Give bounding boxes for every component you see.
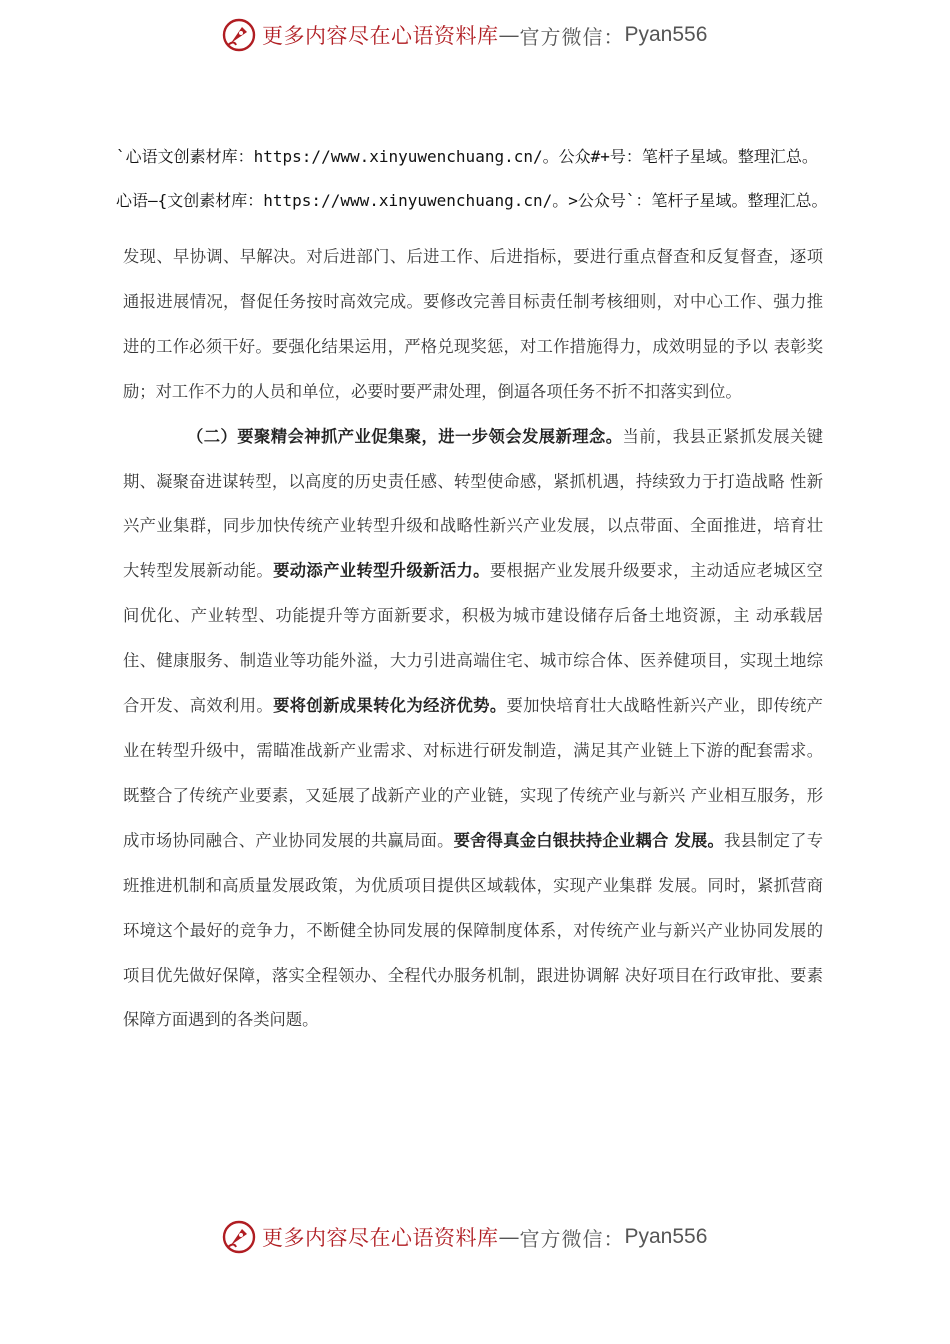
bold-point: 要将创新成果转化为经济优势。 (273, 696, 507, 716)
banner-content (222, 15, 707, 55)
paragraph-2 (123, 415, 823, 1044)
document-body (123, 235, 823, 1043)
paragraph-1: 发现、早协调、早解决。对后进部门、后进工作、后进指标，要进行重点督查和反复督查，逐项通报进展情况，督促任务按时高效完成。要修改完善目标责任制考核细则，对中心工作、强力推进的工作必须干好。要强化结果运用，严格兑现奖惩，对工作措施得力，成效明显的予以 表彰奖励；对工作不力的人员和单位，必要时要严肃处理，倒逼各项任务不折不扣落实到位。 (123, 247, 823, 401)
banner-separator: — (498, 23, 520, 47)
banner-wechat-id: Pyan556 (624, 1225, 708, 1248)
banner-title: 更多内容尽在心语资料库 (262, 24, 499, 48)
bold-point: 要动添产业转型升级新活力。 (273, 561, 490, 581)
paragraph-text: 要根据产业发展升级要求，主动适应老城区空间优化、产业转型、功能提升等方面新要求，积极为城市建设储存后备土地资源，主 动承载居住、健康服务、制造业等功能外溢，大力引进高端住宅、城市综合体、医养健项目，实现土地综合开发、高效利用。 (123, 561, 823, 716)
footer-banner (0, 1217, 950, 1257)
banner-title: 更多内容尽在心语资料库 (262, 1226, 499, 1250)
banner-separator: — (498, 1225, 520, 1249)
banner-wechat-label: 官方微信： (519, 24, 625, 49)
paragraph-text: 我县制定了专班推进机制和高质量发展政策，为优质项目提供区域载体，实现产业集群 发展。同时，紧抓营商环境这个最好的竞争力，不断健全协同发展的保障制度体系，对传统产业与新兴产业协同发展的项目优先做好保障，落实全程领办、全程代办服务机制，跟进协调解 决好项目在行政审批、要素保障方面遇到的各类问题。 (123, 830, 823, 1030)
pen-nib-logo-icon (222, 18, 256, 52)
paragraph-text: 当前，我县正紧抓发展关键期、凝聚奋进谋转型，以高度的历史责任感、转型使命感，紧抓机遇，持续致力于打造战略 性新兴产业集群，同步加快传统产业转型升级和战略性新兴产业发展，以点带面、全面推进，培育壮大转型发展新动能。 (123, 426, 823, 581)
source-line: `心语文创素材库：https://www.xinyuwenchuang.cn/。公众#+号：笔杆子星域。整理汇总。 (116, 147, 818, 166)
banner-wechat-id: Pyan556 (624, 23, 708, 46)
banner-wechat-label: 官方微信： (519, 1226, 625, 1251)
source-line: 心语—{文创素材库：https://www.xinyuwenchuang.cn/。>公众号`：笔杆子星域。整理汇总。 (116, 191, 828, 210)
banner-content (222, 1217, 707, 1257)
paragraph-text: 要加快培育壮大战略性新兴产业，即传统产业在转型升级中，需瞄准战新产业需求、对标进行研发制造，满足其产业链上下游的配套需求。既整合了传统产业要素，又延展了战新产业的产业链，实现了传统产业与新兴 产业相互服务，形成市场协同融合、产业协同发展的共赢局面。 (123, 696, 823, 850)
bold-point: 要舍得真金白银扶持企业耦合 发展。 (453, 830, 725, 850)
pen-nib-logo-icon (222, 1220, 256, 1254)
header-banner (0, 15, 950, 55)
section-heading: （二）要聚精会神抓产业促集聚，进一步领会发展新理念。 (187, 426, 623, 446)
